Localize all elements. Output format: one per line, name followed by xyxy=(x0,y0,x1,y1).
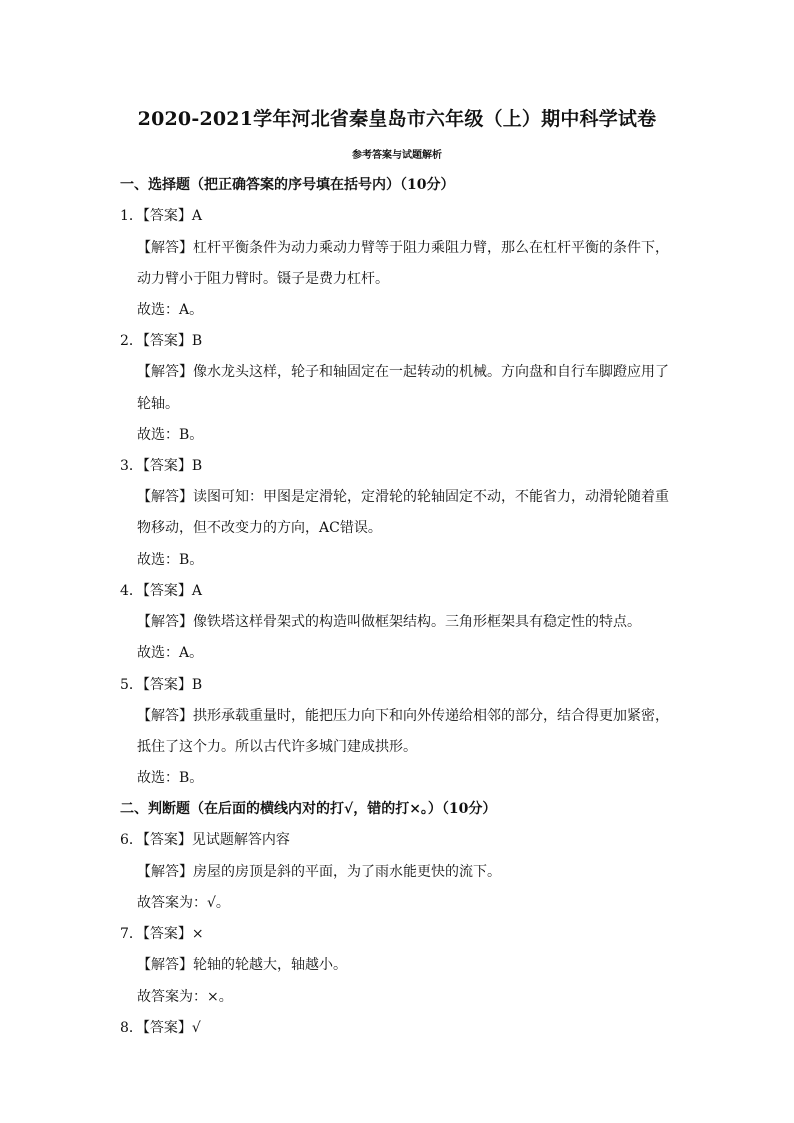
question-1-explanation-line-2: 动力臂小于阻力臂时。镊子是费力杠杆。 xyxy=(137,271,389,287)
question-3-explanation-line-1: 【解答】读图可知：甲图是定滑轮，定滑轮的轮轴固定不动，不能省力，动滑轮随着重 xyxy=(137,489,669,505)
answer-text: 【答案】B xyxy=(142,458,203,474)
question-number: 1． xyxy=(120,208,143,224)
question-1-explanation-line-1: 【解答】杠杆平衡条件为动力乘动力臂等于阻力乘阻力臂，那么在杠杆平衡的条件下， xyxy=(137,240,669,256)
question-number: 2． xyxy=(120,333,143,349)
question-5-result: 故选：B。 xyxy=(137,770,204,786)
answer-text: 【答案】× xyxy=(142,926,204,942)
question-1-answer xyxy=(120,206,202,226)
question-6-explanation-line-1: 【解答】房屋的房顶是斜的平面，为了雨水能更快的流下。 xyxy=(137,864,501,880)
question-2-answer xyxy=(120,331,202,351)
answer-text: 【答案】B xyxy=(142,333,203,349)
page-title: 2020-2021学年河北省秦皇岛市六年级（上）期中科学试卷 xyxy=(137,108,657,130)
question-2-result: 故选：B。 xyxy=(137,427,204,443)
question-number: 3． xyxy=(120,458,143,474)
question-7-explanation-line-1: 【解答】轮轴的轮越大，轴越小。 xyxy=(137,957,347,973)
question-4-explanation-line-1: 【解答】像铁塔这样骨架式的构造叫做框架结构。三角形框架具有稳定性的特点。 xyxy=(137,614,641,630)
answer-text: 【答案】A xyxy=(142,208,203,224)
question-number: 6． xyxy=(120,832,143,848)
question-number: 8． xyxy=(120,1020,143,1036)
question-7-answer xyxy=(120,924,204,944)
question-number: 5． xyxy=(120,677,143,693)
question-1-result: 故选：A。 xyxy=(137,302,204,318)
question-number: 7． xyxy=(120,926,143,942)
question-5-answer xyxy=(120,675,202,695)
question-4-result: 故选：A。 xyxy=(137,645,204,661)
question-4-answer xyxy=(120,581,202,601)
question-2-explanation-line-2: 轮轴。 xyxy=(137,396,179,412)
question-5-explanation-line-2: 抵住了这个力。所以古代许多城门建成拱形。 xyxy=(137,739,417,755)
question-5-explanation-line-1: 【解答】拱形承载重量时，能把压力向下和向外传递给相邻的部分，结合得更加紧密， xyxy=(137,708,669,724)
answer-text: 【答案】见试题解答内容 xyxy=(142,832,290,848)
page-subtitle: 参考答案与试题解析 xyxy=(352,150,442,161)
question-7-result: 故答案为：×。 xyxy=(137,989,233,1005)
question-3-result: 故选：B。 xyxy=(137,552,204,568)
answer-text: 【答案】√ xyxy=(142,1020,201,1036)
question-3-answer xyxy=(120,456,202,476)
question-number: 4． xyxy=(120,583,143,599)
question-3-explanation-line-2: 物移动，但不改变力的方向，AC错误。 xyxy=(137,520,382,536)
question-6-answer xyxy=(120,830,290,850)
question-6-result: 故答案为：√。 xyxy=(137,895,230,911)
question-8-answer xyxy=(120,1018,201,1038)
answer-text: 【答案】B xyxy=(142,677,203,693)
section-heading-choice: 一、选择题（把正确答案的序号填在括号内）（10分） xyxy=(120,177,455,193)
section-heading-judgement: 二、判断题（在后面的横线内对的打√，错的打×。）（10分） xyxy=(120,801,497,817)
answer-text: 【答案】A xyxy=(142,583,203,599)
question-2-explanation-line-1: 【解答】像水龙头这样，轮子和轴固定在一起转动的机械。方向盘和自行车脚蹬应用了 xyxy=(137,364,669,380)
